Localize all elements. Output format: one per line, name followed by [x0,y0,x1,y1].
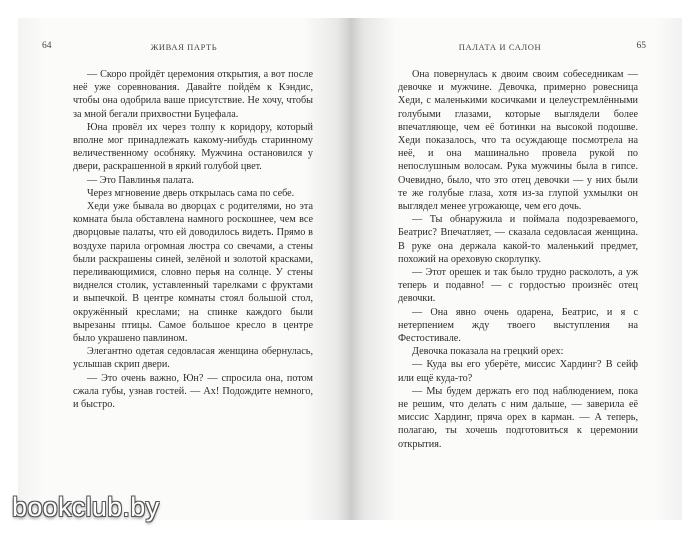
left-page-text [73,68,313,411]
paragraph: — Куда вы его уберёте, миссис Хардинг? В сейф или ещё куда-то? [398,359,638,384]
left-running-head: ЖИВАЯ ПАРТЬ [150,42,218,52]
right-page-number: 65 [636,41,646,51]
left-page [18,18,350,520]
paragraph: Девочка показала на грецкий орех: [412,346,564,358]
paragraph: Она повернулась к двоим своим собеседникам — девочке и мужчине. Девочка, примерно ровесница Хеди, с маленькими косичками и целеустремлёнными голубыми глазами, которые выглядели более впечатляюще, чем её ботинки на высокой подошве. Хеди показалось, что та осуждающе посмотрела на неё, и она машинально провела рукой по непослушным волосам. Рука мужчины была в гипсе. Очевидно, было, что это отец девочки — у них были те же голубые глаза, хотя из-за глупой ухмылки он выглядел менее угрожающе, чем его дочь. [398,69,638,213]
paragraph: — Это Павлинья палата. [87,174,194,186]
paragraph: Юна провёл их через толпу к коридору, который вполне мог принадлежать какому-нибудь старинному величественному особняку. Мужчина остановился у двери, раскрашенной в яркий голубой цвет. [73,121,313,173]
book-spread [18,18,682,520]
left-page-number: 64 [42,41,52,51]
paragraph: — Мы будем держать его под наблюдением, пока не решим, что делать с ним дальше, — заверила её миссис Хардинг, пряча орех в карман. — А теперь, полагаю, ты хочешь подготовиться к церемонии открытия. [398,385,638,450]
paragraph: — Скоро пройдёт церемония открытия, а вот после неё уже соревнования. Давайте пойдём к Кэндис, чтобы она одобрила ваше присутствие. Не хочу, чтобы за мной бегали прихвостни Буцефала. [73,69,313,120]
right-running-head: ПАЛАТА И САЛОН [458,42,542,52]
right-page [350,18,682,520]
right-page-text [398,68,638,451]
paragraph: — Этот орешек и так было трудно расколоть, а уж теперь и подавно! — с гордостью произнёс отец девочки. [398,267,638,305]
paragraph: Хеди уже бывала во дворцах с родителями, но эта комната была обставлена намного роскошнее, чем все дворцовые палаты, что ей доводилось видеть. Прямо в воздухе парила огромная люстра со свечами, а стены были раскрашены синей, зелёной и золотой красками, переливающимися, словно перья на солнце. У стены виднелся столик, уставленный тарелками с фруктами и выпечкой. В центре комнаты стоял большой стол, окружённый креслами; на спинке каждого были вырезаны птицы. Самое большое кресло в центре было украшено павлином. [73,201,313,345]
paragraph: Элегантно одетая седовласая женщина обернулась, услышав скрип двери. [73,346,313,371]
paragraph: — Это очень важно, Юн? — спросила она, потом сжала губы, узнав гостей. — Ах! Подождите немного, и быстро. [73,372,313,411]
paragraph: — Она явно очень одарена, Беатрис, и я с нетерпением жду твоего выступления на Фестостивале. [398,306,638,345]
watermark-logo: bookclub.by [12,492,160,522]
paragraph: — Ты обнаружила и поймала подозреваемого, Беатрис? Впечатляет, — сказала седовласая женщина. В руке она держала какой-то маленький предмет, похожий на ореховую скорлупку. [398,214,638,265]
paragraph: Через мгновение дверь открылась сама по себе. [87,187,295,199]
